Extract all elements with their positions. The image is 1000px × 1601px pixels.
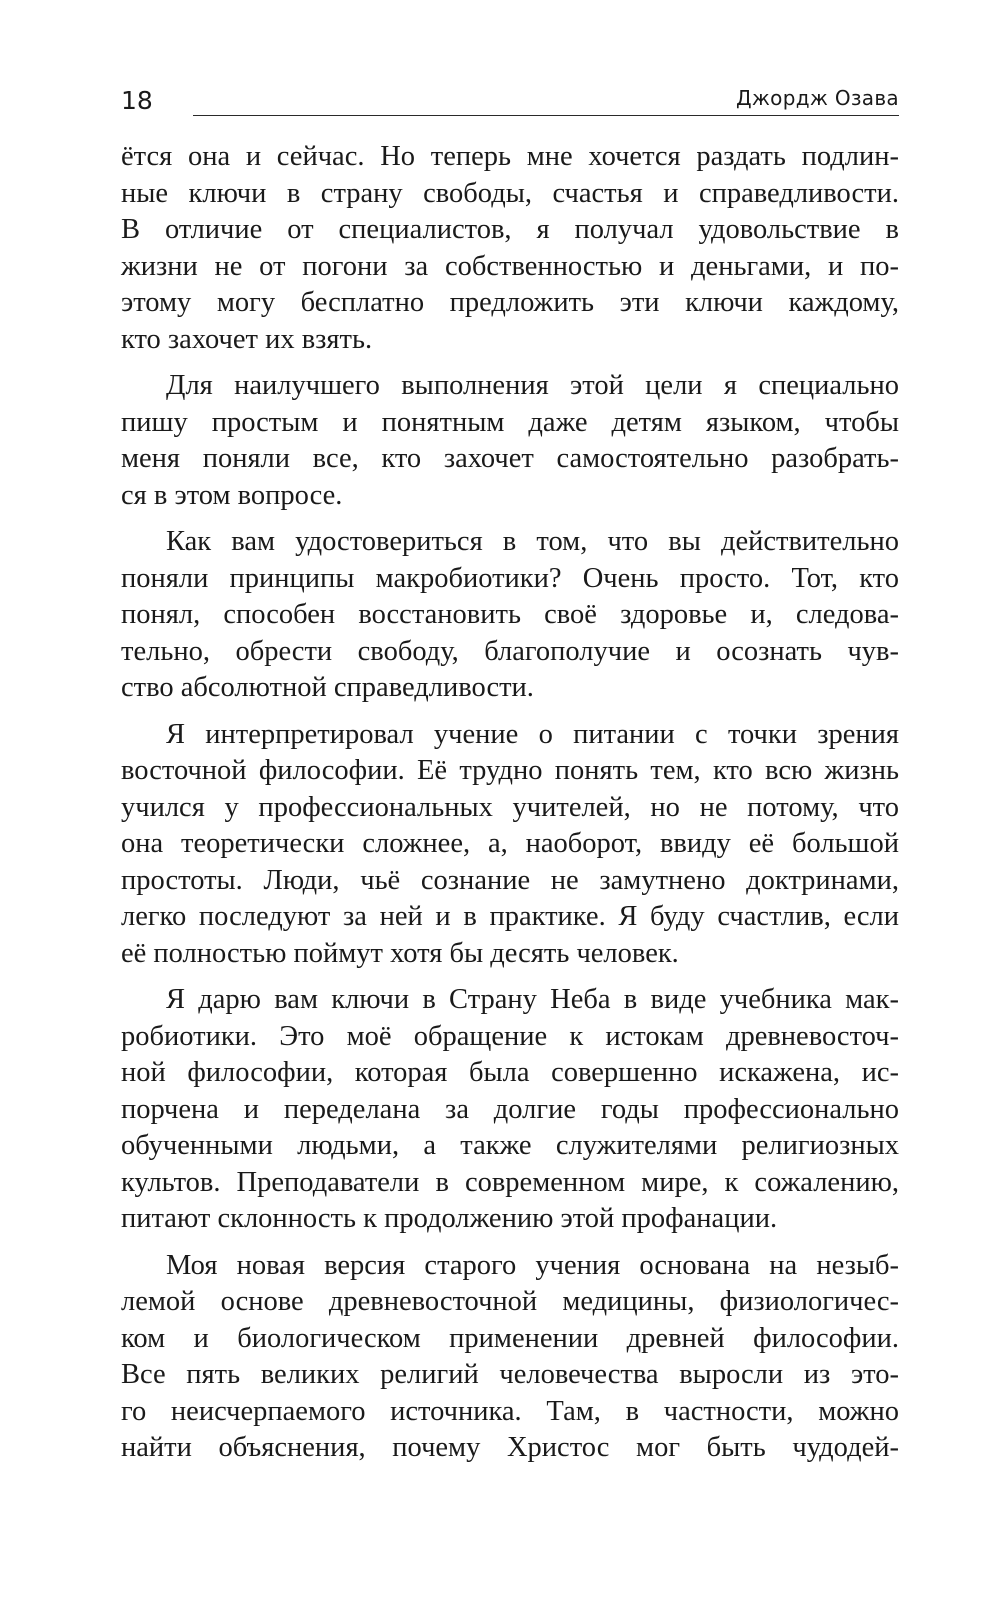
text-line: ной философии, которая была совершенно искажена, ис- <box>121 1057 899 1088</box>
text-line: легко последуют за ней и в практике. Я буду счастлив, если <box>121 901 899 932</box>
paragraph-4 <box>121 717 899 973</box>
text-line: лемой основе древневосточной медицины, физиологичес- <box>121 1286 899 1317</box>
text-line: порчена и переделана за долгие годы профессионально <box>121 1093 899 1125</box>
text-line: ётся она и сейчас. Но теперь мне хочется раздать подлин- <box>121 141 899 172</box>
running-author: Джордж Озава <box>735 86 899 110</box>
running-header <box>121 84 899 124</box>
text-line: учился у профессиональных учителей, но не потому, что <box>121 791 899 823</box>
text-line: обученными людьми, а также служителями религиозных <box>121 1130 899 1161</box>
text-line: го неисчерпаемого источника. Там, в частности, можно <box>121 1395 899 1427</box>
text-line: меня поняли все, кто захочет самостоятельно разобрать- <box>121 443 899 474</box>
paragraph-2 <box>121 368 899 514</box>
text-line: В отличие от специалистов, я получал удовольствие в <box>121 214 899 245</box>
paragraph-1 <box>121 139 899 358</box>
text-line: ся в этом вопросе. <box>121 479 343 511</box>
paragraph-6 <box>121 1248 899 1467</box>
text-line: робиотики. Это моё обращение к истокам древневосточ- <box>121 1020 899 1052</box>
text-line: ство абсолютной справедливости. <box>121 672 534 703</box>
text-line: питают склонность к продолжению этой профанации. <box>121 1203 778 1234</box>
text-line: Я интерпретировал учение о питании с точки зрения <box>166 718 899 750</box>
text-line: восточной философии. Её трудно понять тем, кто всю жизнь <box>121 755 899 786</box>
text-line: понял, способен восстановить своё здоровье и, следова- <box>121 599 899 630</box>
body-text <box>121 139 899 1477</box>
text-line: тельно, обрести свободу, благополучие и осознать чув- <box>121 635 899 667</box>
text-line: Как вам удостовериться в том, что вы действительно <box>166 526 899 557</box>
text-line: жизни не от погони за собственностью и деньгами, и по- <box>121 250 899 282</box>
text-line: Все пять великих религий человечества выросли из это- <box>121 1359 899 1390</box>
text-line: пишу простым и понятным даже детям языком, чтобы <box>121 406 899 438</box>
text-line: её полностью поймут хотя бы десять человек. <box>121 937 679 969</box>
text-line: Я дарю вам ключи в Страну Неба в виде учебника мак- <box>166 984 899 1015</box>
page-number: 18 <box>121 86 153 115</box>
text-line: культов. Преподаватели в современном мире, к сожалению, <box>121 1166 899 1198</box>
text-line: этому могу бесплатно предложить эти ключи каждому, <box>121 287 899 318</box>
text-line: простоты. Люди, чьё сознание не замутнено доктринами, <box>121 864 899 896</box>
paragraph-3 <box>121 524 899 707</box>
text-line: Моя новая версия старого учения основана на незыб- <box>166 1249 899 1281</box>
text-line: найти объяснения, почему Христос мог быть чудодей- <box>121 1432 899 1463</box>
text-line: ком и биологическом применении древней философии. <box>121 1322 899 1354</box>
text-line: ные ключи в страну свободы, счастья и справедливости. <box>121 177 899 209</box>
text-line: поняли принципы макробиотики? Очень просто. Тот, кто <box>121 562 899 594</box>
paragraph-5 <box>121 982 899 1238</box>
text-line: кто захочет их взять. <box>121 323 373 355</box>
text-line: Для наилучшего выполнения этой цели я специально <box>166 370 899 401</box>
header-rule <box>193 115 899 116</box>
text-line: она теоретически сложнее, а, наоборот, ввиду её большой <box>121 828 899 859</box>
